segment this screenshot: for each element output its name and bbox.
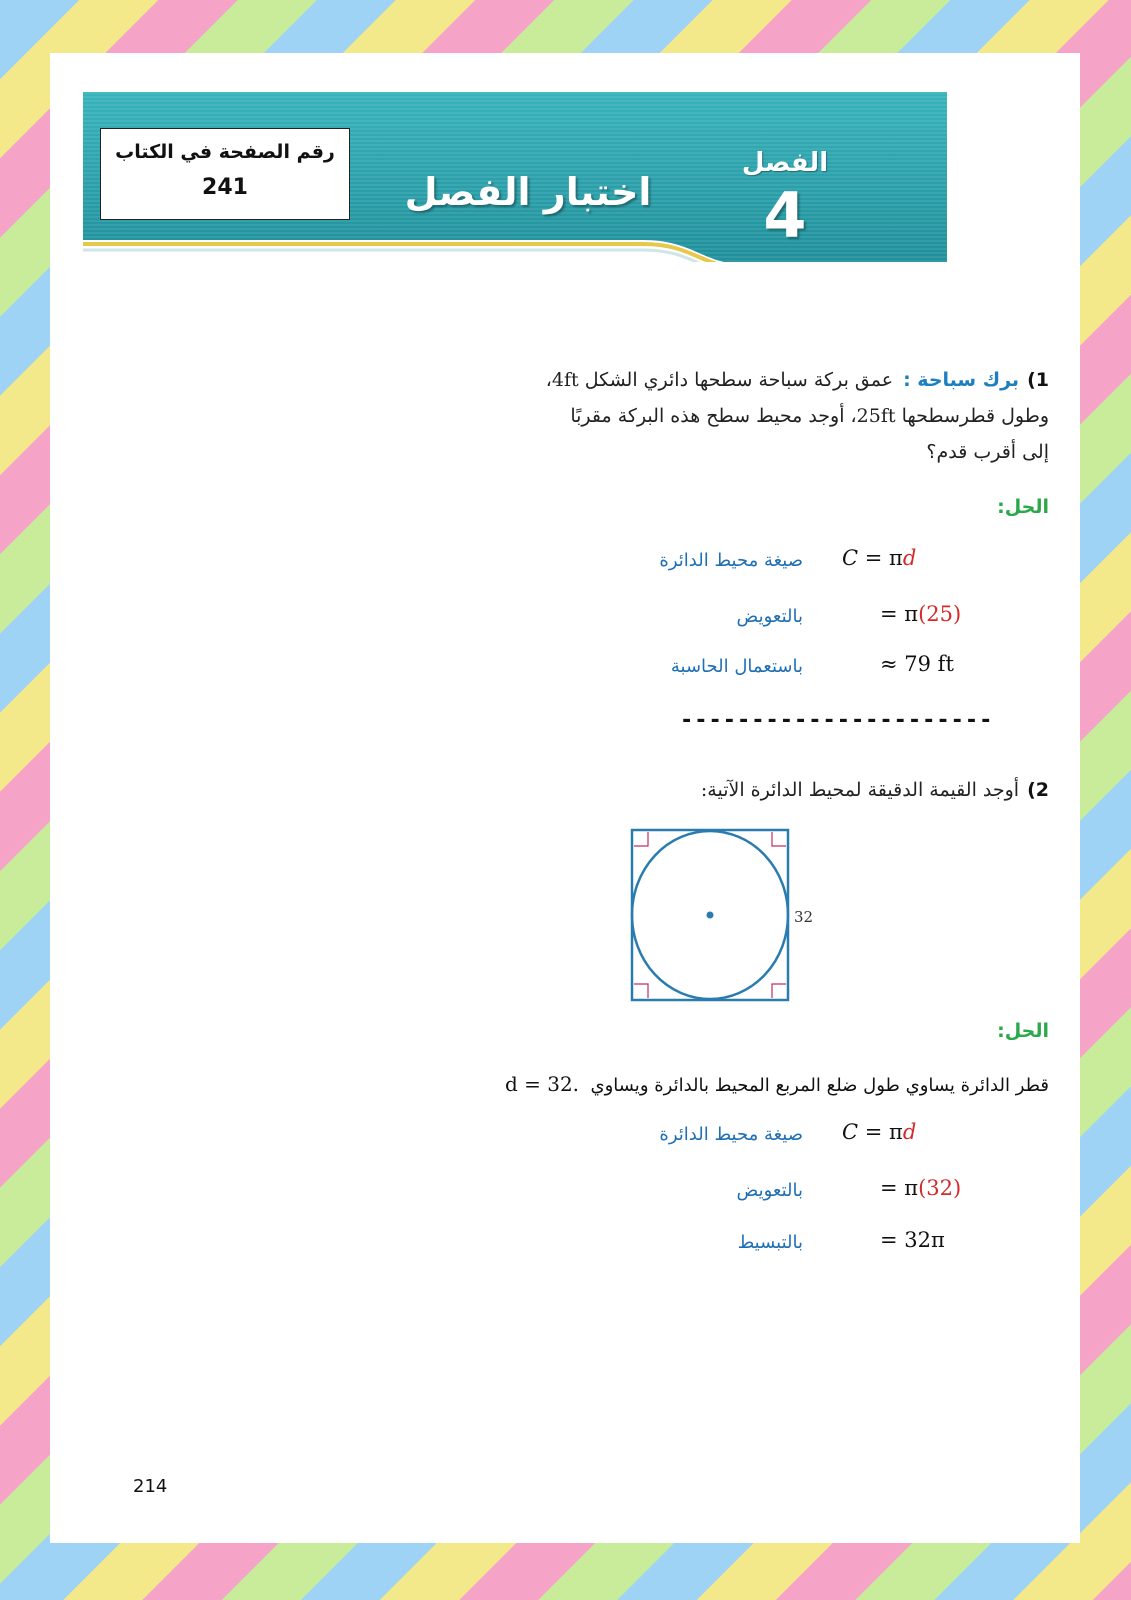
q2-step-1-var: d	[902, 1120, 917, 1144]
q1-step-1-label: صيغة محيط الدائرة	[659, 550, 803, 571]
question-2	[701, 772, 1049, 808]
statement-text: قطر الدائرة يساوي طول ضلع المربع المحيط بالدائرة ويساوي	[590, 1075, 1049, 1096]
chapter-word: الفصل	[741, 148, 829, 178]
q1-step-1-var: d	[902, 546, 917, 570]
question-1	[546, 362, 1049, 470]
q1-step-2-val: (25)	[918, 602, 962, 626]
question-2-number: 2)	[1027, 779, 1049, 801]
q2-step-2-math	[880, 1176, 961, 1200]
right-angle-top-left	[634, 832, 648, 846]
separator-line: ----------------------	[680, 708, 994, 733]
question-1-topic: برك سباحة :	[903, 369, 1020, 391]
q2-step-1-label: صيغة محيط الدائرة	[659, 1124, 803, 1145]
q1-step-2-math	[880, 602, 961, 626]
q1-step-1-lhs: C	[842, 546, 859, 570]
side-length-label: 32	[794, 908, 814, 926]
right-angle-top-right	[772, 832, 786, 846]
circle-in-square-figure	[624, 826, 824, 1010]
circle-center-dot	[707, 912, 714, 919]
book-page-number: 241	[202, 175, 248, 200]
chapter-title: اختبار الفصل	[404, 170, 652, 214]
q2-step-1-lhs: C	[842, 1120, 859, 1144]
q2-step-1-math	[842, 1120, 916, 1144]
q2-step-3-math: = 32π	[880, 1228, 945, 1252]
question-1-line-1	[546, 362, 1049, 398]
q1-step-1-eq: = π	[858, 546, 903, 570]
book-page-box	[100, 128, 350, 220]
question-2-text: أوجد القيمة الدقيقة لمحيط الدائرة الآتية:	[700, 779, 1020, 801]
q1-step-2-eq: = π	[880, 602, 919, 626]
q2-step-2-val: (32)	[918, 1176, 962, 1200]
question-1-line-2: وطول قطرسطحها 25ft، أوجد محيط سطح هذه البركة مقربًا	[570, 405, 1049, 428]
figure-svg	[624, 826, 824, 1006]
q2-step-1-eq: = π	[858, 1120, 903, 1144]
chapter-number: 4	[763, 179, 807, 252]
question-1-line-3: إلى أقرب قدم؟	[926, 441, 1049, 464]
statement-math: d = 32.	[504, 1072, 580, 1096]
question-2-statement	[505, 1072, 1049, 1096]
question-1-solution-label: الحل:	[997, 496, 1049, 518]
q1-step-1-math	[842, 546, 916, 570]
q2-step-3-label: بالتبسيط	[737, 1232, 803, 1253]
question-1-number: 1)	[1027, 369, 1049, 391]
q2-step-2-eq: = π	[880, 1176, 919, 1200]
book-page-label: رقم الصفحة في الكتاب	[115, 141, 335, 163]
right-angle-bottom-right	[772, 984, 786, 998]
q1-step-2-label: بالتعويض	[736, 606, 803, 627]
q1-step-3-math: ≈ 79 ft	[880, 652, 954, 676]
question-1-text-1: عمق بركة سباحة سطحها دائري الشكل 4ft،	[545, 369, 894, 391]
q2-step-2-label: بالتعويض	[736, 1180, 803, 1201]
question-2-line-1	[701, 772, 1049, 808]
question-2-solution-label: الحل:	[997, 1020, 1049, 1042]
page-number: 214	[133, 1476, 168, 1497]
q1-step-3-label: باستعمال الحاسبة	[670, 656, 803, 677]
right-angle-bottom-left	[634, 984, 648, 998]
